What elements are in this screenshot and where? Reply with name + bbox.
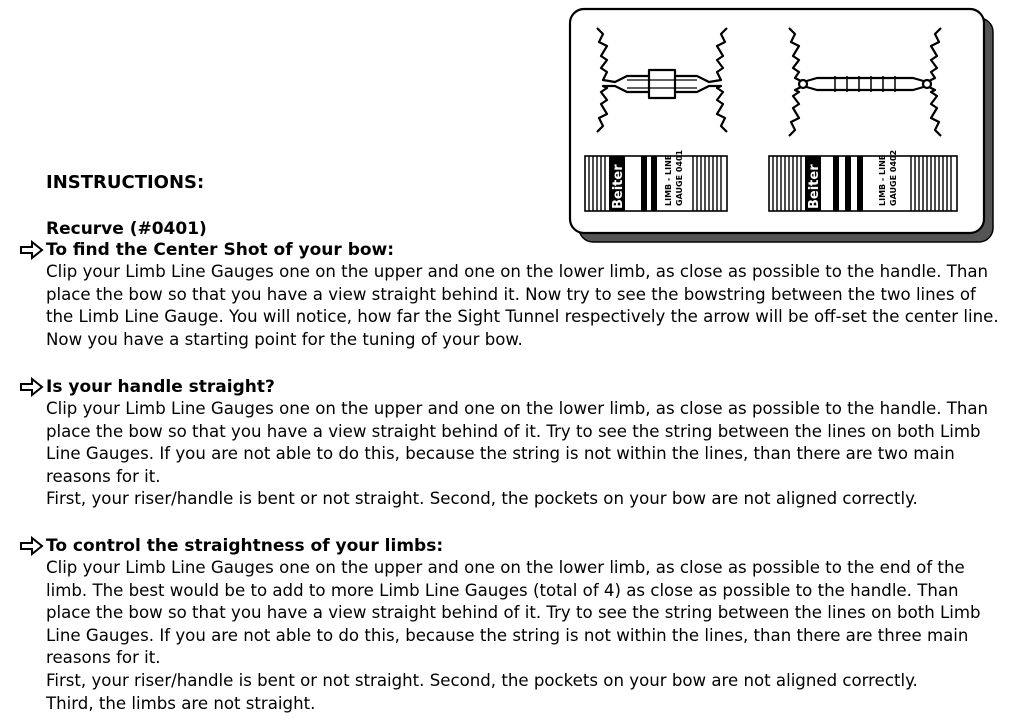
paragraph: Third, the limbs are not straight. (46, 693, 316, 713)
gauge-brand-logo: Beiter (807, 164, 822, 209)
gauge-label-line2: GAUGE 0402 (889, 149, 898, 206)
paragraph: First, your riser/handle is bent or not straight. Second, the pockets on your bow are not aligned correctly. (46, 489, 918, 509)
gauge-label-line1: LIMB - LINE (664, 154, 673, 206)
section-title: Is your handle straight? (46, 377, 275, 397)
paragraph: Clip your Limb Line Gauges one on the upper and one on the lower limb, as close as possible to the handle. Than place the bow so that you have a view straight behind of it. Try to see the string between the lines on both Limb Line Gauges. If you are not able to do this, because the string is not within the lines, than there are two main reasons for it. (46, 399, 989, 486)
arrow-right-icon (18, 240, 46, 260)
instructions-heading: INSTRUCTIONS: (46, 172, 205, 193)
gauge-label-line1: LIMB - LINE (878, 154, 887, 206)
paragraph: First, your riser/handle is bent or not straight. Second, the pockets on your bow are not aligned correctly. (46, 670, 918, 690)
paragraph: Clip your Limb Line Gauges one on the upper and one on the lower limb, as close as possible to the end of the limb. The best would be to add to more Limb Line Gauges (total of 4) as close as possible to the handle. Than place the bow so that you have a view straight behind of it. Try to see the string between the lines on both Limb Line Gauges. If you are not able to do this, because the string is not within the lines, than there are three main reasons for it. (46, 558, 981, 668)
section-handle-straight (18, 376, 1008, 511)
arrow-right-icon (18, 536, 46, 556)
gauge-label-line2: GAUGE 0401 (675, 149, 684, 206)
gauge-brand-logo: Beiter (611, 164, 626, 209)
section-title: To control the straightness of your limbs: (46, 536, 444, 556)
paragraph: Clip your Limb Line Gauges one on the upper and one on the lower limb, as close as possible to the handle. Than place the bow so that you have a view straight behind it. Now try to see the bowstring between the two lines of the Limb Line Gauge. You will notice, how far the Sight Tunnel respectively the arrow will be off-set the center line. Now you have a starting point for the tuning of your bow. (46, 262, 999, 349)
gauge-illustration (567, 6, 997, 246)
recurve-subheading: Recurve (#0401) (46, 219, 207, 239)
gauge-strip-0402 (769, 150, 957, 211)
section-limb-straightness (18, 535, 1008, 715)
section-title: To find the Center Shot of your bow: (46, 240, 395, 260)
gauge-strip-0401 (585, 149, 727, 211)
arrow-right-icon (18, 377, 46, 397)
section-center-shot (18, 239, 1008, 351)
